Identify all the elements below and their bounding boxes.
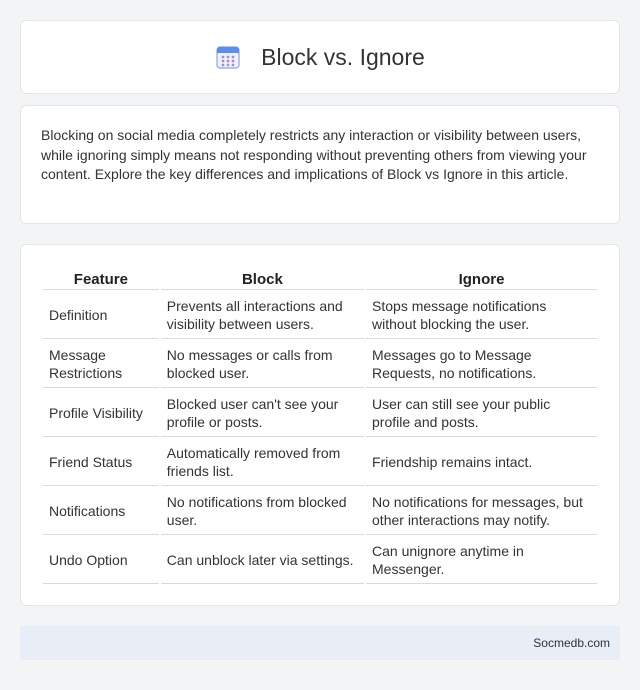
footer-bar — [20, 626, 620, 660]
table-row — [43, 439, 597, 486]
cell-feature: Definition — [43, 292, 159, 339]
intro-card — [20, 105, 620, 224]
table-row — [43, 341, 597, 388]
table-row — [43, 292, 597, 339]
cell-feature: Notifications — [43, 488, 159, 535]
header-feature: Feature — [43, 267, 159, 290]
cell-feature: Message Restrictions — [43, 341, 159, 388]
table-row — [43, 537, 597, 584]
table-row — [43, 488, 597, 535]
table-header-row — [43, 267, 597, 290]
comparison-card — [20, 244, 620, 606]
cell-block: Prevents all interactions and visibility between users. — [161, 292, 364, 339]
cell-feature: Profile Visibility — [43, 390, 159, 437]
cell-block: No notifications from blocked user. — [161, 488, 364, 535]
table-row — [43, 390, 597, 437]
page-title: Block vs. Ignore — [261, 43, 425, 70]
cell-feature: Undo Option — [43, 537, 159, 584]
comparison-table — [41, 265, 599, 586]
cell-block: Can unblock later via settings. — [161, 537, 364, 584]
cell-ignore: User can still see your public profile and posts. — [366, 390, 597, 437]
title-card — [20, 20, 620, 94]
header-block: Block — [161, 267, 364, 290]
footer-site-link[interactable]: Socmedb.com — [533, 636, 610, 650]
cell-feature: Friend Status — [43, 439, 159, 486]
cell-ignore: Can unignore anytime in Messenger. — [366, 537, 597, 584]
cell-ignore: Friendship remains intact. — [366, 439, 597, 486]
header-ignore: Ignore — [366, 267, 597, 290]
calendar-icon — [215, 44, 241, 70]
cell-block: Blocked user can't see your profile or posts. — [161, 390, 364, 437]
intro-text: Blocking on social media completely restricts any interaction or visibility between users, while ignoring simply means not responding without preventing others from viewing your content. Explore the key differences and implications of Block vs Ignore in this article. — [41, 127, 587, 182]
cell-ignore: Messages go to Message Requests, no notifications. — [366, 341, 597, 388]
cell-block: No messages or calls from blocked user. — [161, 341, 364, 388]
cell-ignore: No notifications for messages, but other interactions may notify. — [366, 488, 597, 535]
cell-ignore: Stops message notifications without blocking the user. — [366, 292, 597, 339]
cell-block: Automatically removed from friends list. — [161, 439, 364, 486]
